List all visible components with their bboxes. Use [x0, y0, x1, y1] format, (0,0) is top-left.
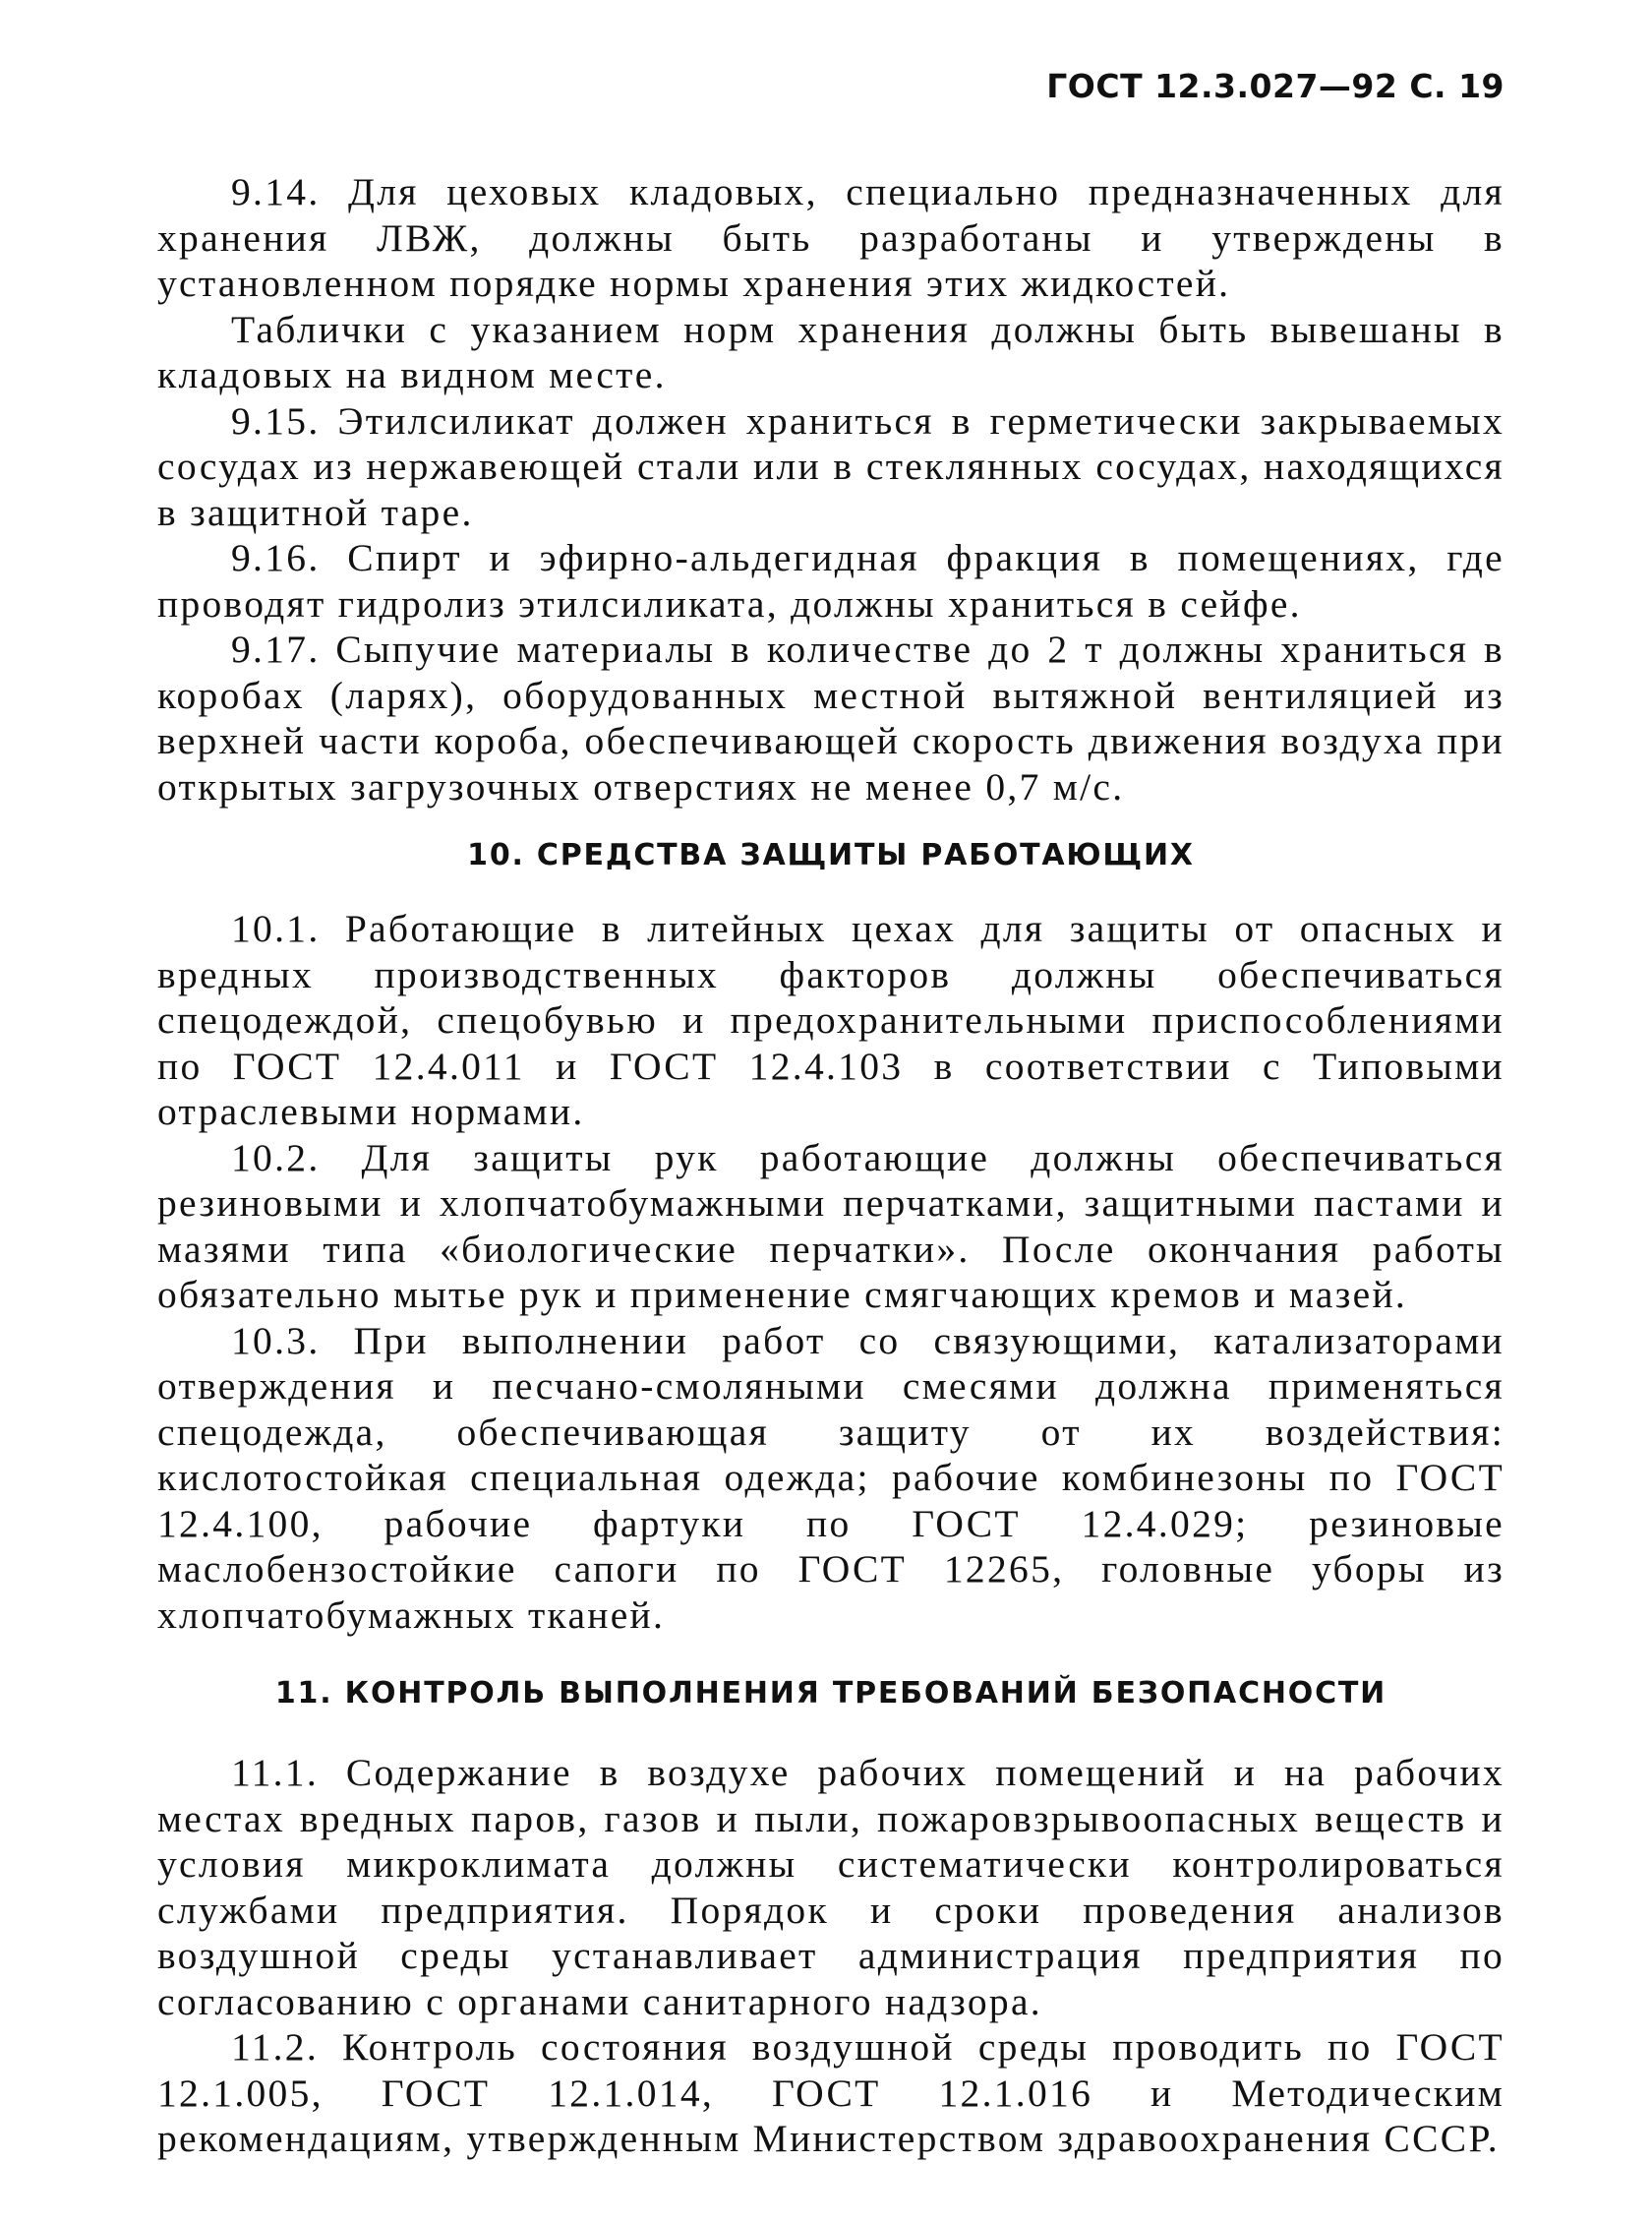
- paragraph-9-14-note: Таблички с указанием норм хранения должны быть вывешаны в кладовых на видном месте.: [157, 307, 1504, 396]
- section-10: [157, 906, 1504, 1638]
- paragraph-9-14: 9.14. Для цеховых кладовых, специально предназначенных для хранения ЛВЖ, должны быть разработаны и утверждены в установленном порядке нормы хранения этих жидкостей.: [157, 170, 1504, 305]
- section-11-heading: 11. КОНТРОЛЬ ВЫПОЛНЕНИЯ ТРЕБОВАНИЙ БЕЗОПАСНОСТИ: [274, 1676, 1387, 1711]
- document-body: [157, 169, 1504, 2162]
- paragraph-11-1: 11.1. Содержание в воздухе рабочих помещений и на рабочих местах вредных паров, газов и пыли, пожаровзрывоопасных веществ и условия микроклимата должны систематически контролироваться службами предприятия. Порядок и сроки проведения анализов воздушной среды устанавливает администрация предприятия по согласованию с органами санитарного надзора.: [157, 1751, 1504, 2023]
- paragraph-9-17: 9.17. Сыпучие материалы в количестве до 2 т должны храниться в коробах (ларях), оборудованных местной вытяжной вентиляцией из верхней части короба, обеспечивающей скорость движения воздуха при открытых загрузочных отверстиях не менее 0,7 м/с.: [157, 628, 1504, 809]
- paragraph-9-16: 9.16. Спирт и эфирно-альдегидная фракция в помещениях, где проводят гидролиз этилсиликата, должны храниться в сейфе.: [157, 536, 1504, 626]
- section-11: [157, 1750, 1504, 2162]
- section-9-continued: [157, 169, 1504, 810]
- page-header: ГОСТ 12.3.027—92 С. 19: [1046, 67, 1504, 105]
- paragraph-11-2: 11.2. Контроль состояния воздушной среды проводить по ГОСТ 12.1.005, ГОСТ 12.1.014, ГОСТ 12.1.016 и Методическим рекомендациям, утвержденным Министерством здравоохранения СССР.: [157, 2025, 1504, 2160]
- paragraph-9-15: 9.15. Этилсиликат должен храниться в герметически закрываемых сосудах из нержавеющей стали или в стеклянных сосудах, находящихся в защитной таре.: [157, 398, 1504, 534]
- paragraph-10-3: 10.3. При выполнении работ со связующими, катализаторами отверждения и песчано-смоляными смесями должна применяться спецодежда, обеспечивающая защиту от их воздействия: кислотостойкая специальная одежда; рабочие комбинезоны по ГОСТ 12.4.100, рабочие фартуки по ГОСТ 12.4.029; резиновые маслобензостойкие сапоги по ГОСТ 12265, головные уборы из хлопчатобумажных тканей.: [157, 1318, 1504, 1637]
- paragraph-10-2: 10.2. Для защиты рук работающие должны обеспечиваться резиновыми и хлопчатобумажными перчатками, защитными пастами и мазями типа «биологические перчатки». После окончания работы обязательно мытье рук и применение смягчающих кремов и мазей.: [157, 1135, 1504, 1316]
- paragraph-10-1: 10.1. Работающие в литейных цехах для защиты от опасных и вредных производственных факторов должны обеспечиваться спецодеждой, спецобувью и предохранительными приспособлениями по ГОСТ 12.4.011 и ГОСТ 12.4.103 в соответствии с Типовыми отраслевыми нормами.: [157, 907, 1504, 1133]
- section-10-heading: 10. СРЕДСТВА ЗАЩИТЫ РАБОТАЮЩИХ: [467, 838, 1195, 872]
